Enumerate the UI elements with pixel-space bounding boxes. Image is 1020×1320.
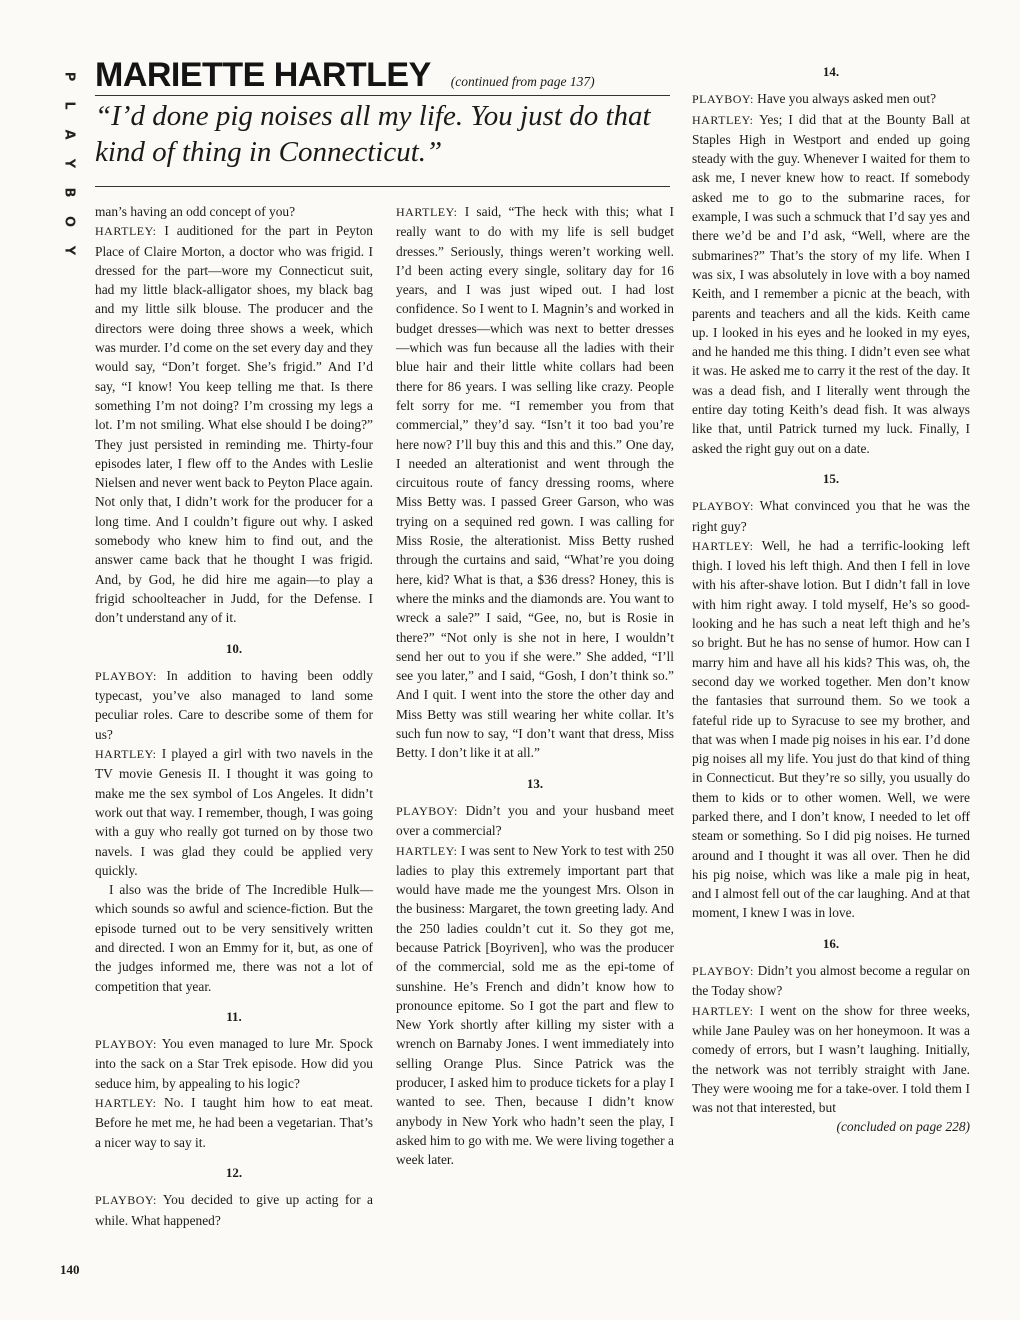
playboy-side-logo: [60, 62, 78, 265]
speaker-label: PLAYBOY:: [95, 1193, 157, 1208]
interview-paragraph: [396, 841, 674, 1170]
speaker-label: PLAYBOY:: [692, 499, 754, 514]
question-number: 15.: [822, 470, 840, 486]
paragraph-text: man’s having an odd concept of you?: [95, 204, 296, 219]
side-logo-letter: Y: [61, 245, 77, 256]
side-logo-letter: O: [61, 215, 77, 228]
interview-paragraph: [396, 801, 674, 841]
question-number: 12.: [225, 1164, 243, 1180]
interview-paragraph: [95, 666, 373, 744]
question-number: 16.: [822, 935, 840, 951]
speaker-label: HARTLEY:: [396, 205, 458, 219]
page-number: 140: [60, 1262, 80, 1277]
question-number: 13.: [526, 775, 544, 791]
speaker-label: HARTLEY:: [95, 747, 157, 762]
paragraph-text: Have you always asked men out?: [753, 91, 937, 107]
paragraph-text: You decided to give up acting for a while. What happened?: [95, 1192, 373, 1228]
paragraph-text: I was sent to New York to test with 250 ladies to play this extremely important part that would have made me the youngest Mrs. Olson in the business: Margaret, the town greeting lady. And the 250 ladies couldn’t cut it. So they got me, because Patrick [Boyriven], who was the producer of the commercial, sold me as the epi-tome of sunshine. He’s French and didn’t know how to pronounce epitome. So I got the part and flew to New York shortly after killing my sister with a wrench on Barnaby Jones. I went immediately into selling Orange Plus. Since Patrick was the producer, I asked him to produce tickets for a play I wanted to see. Then, because I didn’t know anybody in New York who hadn’t seen the play, I asked him to go with me. We were living together a week later.: [396, 842, 674, 1168]
header-rule: [95, 95, 670, 96]
question-number: 14.: [822, 64, 840, 79]
speaker-label: HARTLEY:: [396, 843, 458, 858]
text-column-3: [692, 62, 970, 1137]
paragraph-text: I also was the bride of The Incredible Hulk—which sounds so awful and science-fiction. But the episode turned out to be very sensitively written and directed. I won an Emmy for it, but, as one of the judges informed me, there was not a lot of competition that year.: [95, 882, 373, 994]
paragraph-text: Yes; I did that at the Bounty Ball at Staples High in Westport and ended up going steady with the guy. Whenever I waited for them to ask me, I never knew how to react. If somebody asked me to go to the submarine races, for example, I was such a schmuck that I’d say yes and there we’d be and I’d ask, “Well, where are the submarines?” That’s the story of my life. When I was six, I was absolutely in love with a boy named Keith, and I remember a picnic at the beach, with parents and teachers and all the kids. Keith came up. I looked in his eyes and he looked in my eyes, and he handed me this thing. I didn’t even see what it was. He asked me to carry it the rest of the day. It was a dead fish, and I literally went through the entire day toting Keith’s dead fish. It was always like that, until Patrick turned my luck. Finally, I asked the right guy out on a date.: [692, 111, 970, 456]
speaker-label: HARTLEY:: [692, 538, 754, 553]
speaker-label: HARTLEY:: [692, 112, 754, 127]
interview-paragraph: [692, 961, 970, 1001]
paragraph-text: What convinced you that he was the right guy?: [692, 498, 970, 534]
paragraph-text: No. I taught him how to eat meat. Before he met me, he had been a vegetarian. That’s a nicer way to say it.: [95, 1095, 373, 1150]
paragraph-text: You even managed to lure Mr. Spock into the sack on a Star Trek episode. How did you seduce him, by appealing to his logic?: [95, 1036, 373, 1091]
speaker-label: HARTLEY:: [95, 1096, 157, 1111]
interview-paragraph: [692, 89, 970, 109]
text-column-2: [396, 202, 674, 1170]
continued-note: (continued from page 137): [450, 74, 595, 89]
interview-paragraph: [95, 1034, 373, 1093]
side-logo-letter: P: [61, 71, 77, 82]
paragraph-text: I went on the show for three weeks, while Jane Pauley was on her honeymoon. It was a comedy of errors, but I wasn’t laughing. Initially, the network was not terribly straight with Jane. They were wooing me for a take-over. I told them I was not that interested, but: [692, 1002, 970, 1116]
pull-quote: “I’d done pig noises all my life. You just do that kind of thing in Connecticut.”: [95, 100, 651, 168]
speaker-label: HARTLEY:: [95, 224, 157, 239]
paragraph-text: Well, he had a terrific-looking left thigh. I loved his left thigh. And then I fell in love with his after-shave lotion. But I didn’t fall in love with him right away. I told myself, He’s so good-looking and he has such a neat left thigh and he’s so bright. But he has no sense of humor. How can I marry him and have all his kids? This was, oh, the second day we worked together. Men don’t know the fantasies that surround them. So we took a fateful ride up to Syracuse to see my brother, and that was when I made pig noises in his ear. I’d done pig noises all my life. You just do that kind of thing in Connecticut. But they’re so silly, you usually do them to kids or to other women. Well, we were parked there, and I don’t know, I needed to let off steam or something. So I did pig noises. He turned around and I thought it was all over. Then he did his pig noise, which was like a male pig in heat, and I almost fell out of the car laughing. And at that moment, I knew I was in love.: [692, 537, 970, 921]
side-logo-letter: L: [61, 101, 77, 110]
interview-paragraph: [95, 744, 373, 880]
speaker-label: PLAYBOY:: [95, 1037, 157, 1052]
interview-paragraph: [95, 1093, 373, 1152]
speaker-label: PLAYBOY:: [692, 964, 754, 979]
side-logo-letter: B: [61, 187, 77, 198]
interview-paragraph: [95, 202, 373, 221]
side-logo-letter: A: [61, 129, 77, 140]
paragraph-text: Didn’t you and your husband meet over a commercial?: [396, 802, 674, 839]
interview-paragraph: [692, 110, 970, 458]
speaker-label: PLAYBOY:: [396, 803, 458, 818]
text-column-1: [95, 202, 373, 1230]
interview-paragraph: [95, 880, 373, 996]
quote-rule: [95, 186, 670, 187]
speaker-label: PLAYBOY:: [692, 92, 754, 107]
speaker-label: HARTLEY:: [692, 1003, 754, 1018]
speaker-label: PLAYBOY:: [95, 668, 157, 683]
question-number: 11.: [226, 1008, 242, 1024]
paragraph-text: Didn’t you almost become a regular on the Today show?: [692, 963, 970, 999]
interview-paragraph: [692, 536, 970, 923]
article-header: [95, 56, 670, 95]
paragraph-text: I said, “The heck with this; what I really want to do with my life is sell budget dresses.” Seriously, things weren’t working well. I’d been acting every single, solitary day for 16 years, and I was just wiped out. I had lost confidence. So I went to I. Magnin’s and worked in budget dresses—which was next to better dresses—which was fun because all the ladies with their blue hair and their little white collars had been there for 86 years. I was selling like crazy. People felt sorry for me. “I remember you from that commercial,” they’d say. “Isn’t it too bad you’re here now? I’ll buy this and this and this.” One day, I needed an alterationist and went through the circuitous route of fancy dressing rooms, where Miss Betty was. I passed Greer Garson, who was trying on a sequined red gown. I was calling for Miss Rosie, the alterationist. Miss Betty rushed through the curtains and said, “What’re you doing here, kid? What is that, a $36 dress? Honey, this is where the minks and the diamonds are. You want to wreck a sale?” I said, “Gee, no, but is Rosie in there?” “Not only is she not in here, I wouldn’t send her out to you if she were.” She added, “I’ll see you later,” and I said, “Gosh, I don’t think so.” And I quit. I went into the store the other day and Miss Betty was still wearing her white collar. It’s such fun now to say, “I don’t want that dress, Miss Betty. I don’t like it at all.”: [396, 204, 674, 761]
continued-note-end: (concluded on page 228): [836, 1119, 970, 1135]
interview-paragraph: [95, 221, 373, 627]
paragraph-text: I auditioned for the part in Peyton Place of Claire Morton, a doctor who was frigid. I dressed for the part—wore my Connecticut suit, had my little black-alligator shoes, my black bag and my little silk blouse. The producer and the directors were doing three shows a week, which was murder. I’d come on the set every day and they would say, “Don’t forget. She’s frigid.” And I’d say, “I know! You keep telling me that. Is there something I’m not doing? I’m crossing my legs a lot. I’m not smiling. What else should I be doing?” They just persisted in reminding me. Thirty-four episodes later, I flew off to the Andes with Leslie Nielsen and never went back to Peyton Place again. Not only that, I didn’t work for the producer for a long time. And I couldn’t figure out why. I asked somebody who knew him to find out, and the answer came back that he thought I was frigid. And, by God, he did hire me again—to play a frigid schoolteacher in Judd, for the Defense. I don’t understand any of it.: [95, 223, 373, 626]
article-title: MARIETTE HARTLEY: [95, 56, 431, 94]
interview-paragraph: [95, 1190, 373, 1230]
interview-paragraph: [396, 202, 674, 763]
paragraph-text: I played a girl with two navels in the TV movie Genesis II. I thought it was going to make me the sex symbol of Los Angeles. It didn’t work out that way. I remember, though, I was going with a guy who really got turned on by those two navels. I was glad they could be applied very quickly.: [95, 746, 373, 878]
interview-paragraph: [692, 1001, 970, 1118]
interview-paragraph: [692, 496, 970, 536]
paragraph-text: In addition to having been oddly typecast, you’ve also managed to land some peculiar roles. Care to describe some of them for us?: [95, 667, 373, 742]
side-logo-letter: Y: [61, 158, 77, 169]
question-number: 10.: [225, 640, 243, 656]
